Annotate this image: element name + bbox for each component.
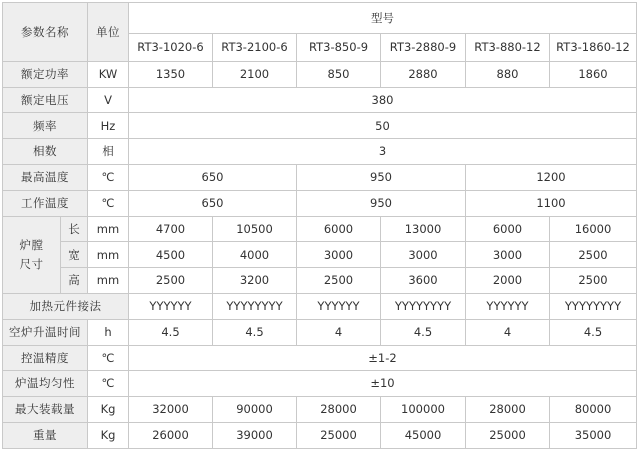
model-name: RT3-850-9 (297, 33, 381, 61)
value-cell: 3000 (381, 242, 466, 268)
value-cell: 6000 (466, 216, 550, 242)
table-row (3, 294, 637, 320)
value-cell: ±10 (129, 371, 637, 397)
value-cell: 1860 (550, 61, 637, 87)
value-cell: 100000 (381, 397, 466, 423)
row-label: 重量 (3, 423, 88, 449)
row-unit: ℃ (88, 190, 129, 216)
chamber-label-line1: 炉膛 (19, 238, 44, 253)
param-name-header: 参数名称 (3, 3, 88, 62)
spec-table (2, 2, 637, 449)
model-name: RT3-2880-9 (381, 33, 466, 61)
row-label: 加热元件接法 (3, 294, 129, 320)
value-cell: 1350 (129, 61, 213, 87)
row-label: 最高温度 (3, 165, 88, 191)
table-row (3, 423, 637, 449)
value-cell: 26000 (129, 423, 213, 449)
value-cell: 3000 (466, 242, 550, 268)
value-cell: 4000 (213, 242, 297, 268)
model-name: RT3-2100-6 (213, 33, 297, 61)
table-row (3, 190, 637, 216)
value-cell: 650 (129, 165, 297, 191)
value-cell: 4500 (129, 242, 213, 268)
value-cell: 650 (129, 190, 297, 216)
value-cell: YYYYYYYY (550, 294, 637, 320)
value-cell: 28000 (297, 397, 381, 423)
row-unit: Kg (88, 423, 129, 449)
value-cell: 25000 (466, 423, 550, 449)
value-cell: 45000 (381, 423, 466, 449)
value-cell: 950 (297, 165, 466, 191)
row-unit: KW (88, 61, 129, 87)
row-unit: mm (88, 268, 129, 294)
row-unit: V (88, 87, 129, 113)
value-cell: 32000 (129, 397, 213, 423)
row-unit: mm (88, 242, 129, 268)
value-cell: 3200 (213, 268, 297, 294)
chamber-label-line2: 尺寸 (19, 256, 44, 271)
table-row (3, 397, 637, 423)
value-cell: 2500 (297, 268, 381, 294)
model-name: RT3-1020-6 (129, 33, 213, 61)
value-cell: YYYYYY (297, 294, 381, 320)
row-label: 额定功率 (3, 61, 88, 87)
value-cell: 50 (129, 113, 637, 139)
row-unit: ℃ (88, 165, 129, 191)
table-row (3, 87, 637, 113)
row-sublabel: 高 (61, 268, 88, 294)
model-header: 型号 (129, 3, 637, 34)
value-cell: 850 (297, 61, 381, 87)
value-cell: YYYYYY (129, 294, 213, 320)
row-unit: 相 (88, 139, 129, 165)
value-cell: 4.5 (381, 319, 466, 345)
row-label: 炉温均匀性 (3, 371, 88, 397)
value-cell: 10500 (213, 216, 297, 242)
value-cell: 2500 (550, 242, 637, 268)
value-cell: 4 (297, 319, 381, 345)
unit-header: 单位 (88, 3, 129, 62)
value-cell: 380 (129, 87, 637, 113)
value-cell: 90000 (213, 397, 297, 423)
model-name: RT3-880-12 (466, 33, 550, 61)
value-cell: YYYYYYYY (381, 294, 466, 320)
value-cell: 80000 (550, 397, 637, 423)
row-label: 工作温度 (3, 190, 88, 216)
table-row (3, 242, 637, 268)
value-cell: 2880 (381, 61, 466, 87)
table-row (3, 345, 637, 371)
row-unit: ℃ (88, 345, 129, 371)
value-cell: 3 (129, 139, 637, 165)
value-cell: 880 (466, 61, 550, 87)
value-cell: 3600 (381, 268, 466, 294)
row-unit: mm (88, 216, 129, 242)
row-label: 相数 (3, 139, 88, 165)
value-cell: 4 (466, 319, 550, 345)
value-cell: 2100 (213, 61, 297, 87)
value-cell: 950 (297, 190, 466, 216)
value-cell: 13000 (381, 216, 466, 242)
table-row (3, 165, 637, 191)
table-row (3, 319, 637, 345)
value-cell: 16000 (550, 216, 637, 242)
table-row (3, 113, 637, 139)
table-row (3, 216, 637, 242)
value-cell: 28000 (466, 397, 550, 423)
row-label: 最大装载量 (3, 397, 88, 423)
value-cell: 39000 (213, 423, 297, 449)
value-cell: ±1-2 (129, 345, 637, 371)
value-cell: 35000 (550, 423, 637, 449)
table-row (3, 139, 637, 165)
value-cell: YYYYYY (466, 294, 550, 320)
value-cell: YYYYYYYY (213, 294, 297, 320)
row-label: 空炉升温时间 (3, 319, 88, 345)
row-unit: Hz (88, 113, 129, 139)
row-sublabel: 长 (61, 216, 88, 242)
value-cell: 25000 (297, 423, 381, 449)
table-row (3, 371, 637, 397)
header-row (3, 3, 637, 34)
table-row (3, 61, 637, 87)
value-cell: 2500 (550, 268, 637, 294)
row-label: 频率 (3, 113, 88, 139)
value-cell: 4.5 (550, 319, 637, 345)
value-cell: 4700 (129, 216, 213, 242)
value-cell: 1100 (466, 190, 637, 216)
model-name: RT3-1860-12 (550, 33, 637, 61)
row-label: 额定电压 (3, 87, 88, 113)
row-label: 控温精度 (3, 345, 88, 371)
chamber-size-label (3, 216, 61, 293)
value-cell: 6000 (297, 216, 381, 242)
row-unit: Kg (88, 397, 129, 423)
value-cell: 3000 (297, 242, 381, 268)
table-row (3, 268, 637, 294)
value-cell: 4.5 (129, 319, 213, 345)
row-sublabel: 宽 (61, 242, 88, 268)
row-unit: h (88, 319, 129, 345)
value-cell: 4.5 (213, 319, 297, 345)
value-cell: 2500 (129, 268, 213, 294)
value-cell: 1200 (466, 165, 637, 191)
value-cell: 2000 (466, 268, 550, 294)
row-unit: ℃ (88, 371, 129, 397)
